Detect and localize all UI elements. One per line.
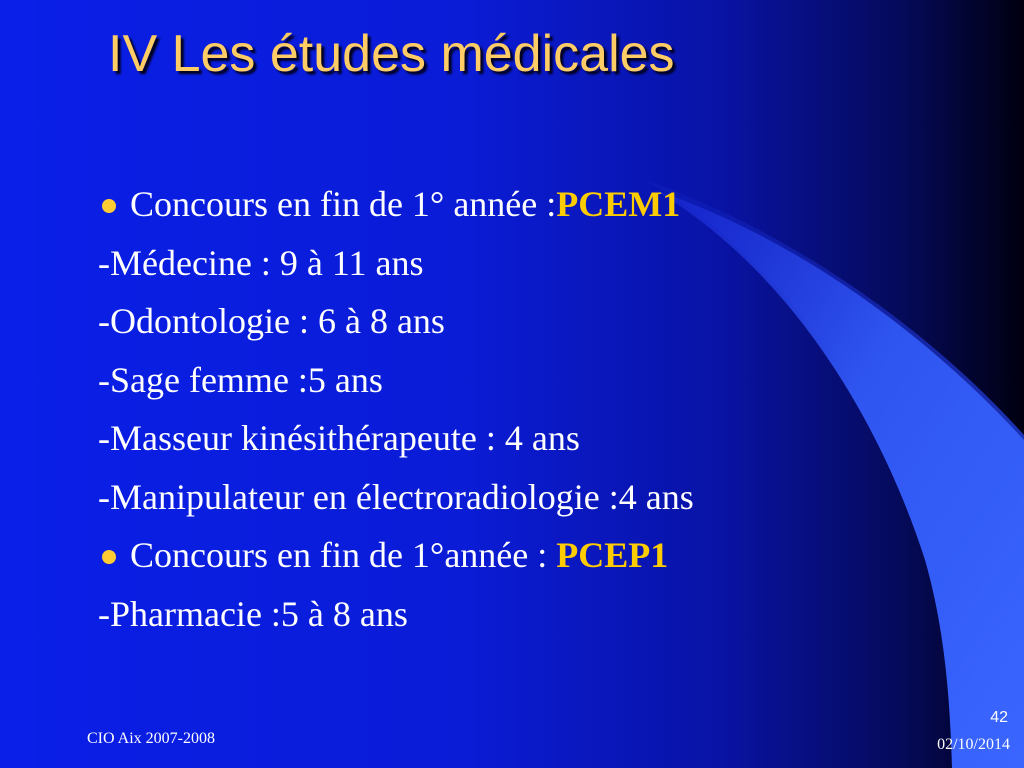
slide-title: IV Les études médicales [108, 25, 675, 83]
bullet-dot-icon [102, 550, 116, 564]
line-sage-femme: -Sage femme :5 ans [98, 359, 383, 400]
line-text: Concours en fin de 1°année : [130, 535, 557, 575]
line-pharmacie: -Pharmacie :5 à 8 ans [98, 593, 408, 634]
line-manipulateur: -Manipulateur en électroradiologie :4 ans [98, 476, 694, 517]
line-medecine: -Médecine : 9 à 11 ans [98, 242, 424, 283]
highlight-pcem1: PCEM1 [556, 184, 681, 224]
line-text: Concours en fin de 1° année : [130, 184, 557, 224]
bullet-line-pcep1 [98, 526, 938, 585]
line-masseur-kine: -Masseur kinésithérapeute : 4 ans [98, 418, 580, 458]
bullet-dot-icon [102, 199, 116, 213]
bullet-line-pcem1 [98, 175, 938, 234]
line-odontologie: -Odontologie : 6 à 8 ans [98, 301, 445, 341]
footer-source: CIO Aix 2007-2008 [87, 730, 215, 747]
page-number: 42 [990, 709, 1008, 726]
slide-content [98, 175, 938, 643]
highlight-pcep1: PCEP1 [556, 535, 669, 575]
footer-date: 02/10/2014 [937, 736, 1010, 753]
